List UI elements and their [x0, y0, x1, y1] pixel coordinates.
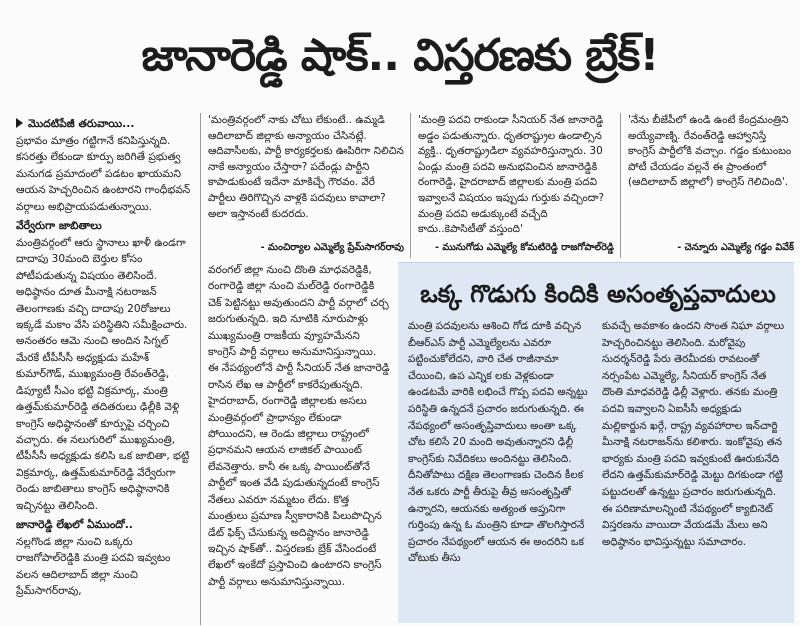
- left-column: [16, 113, 194, 625]
- arrow-icon: [16, 118, 23, 128]
- column-rule: [620, 113, 621, 258]
- quote-3: 'నేను బీజేపీలో ఉండి ఉంటే కేంద్రమంత్రిని అయ్యేవాణ్ని. రేవంత్‌రెడ్డి ఆహ్వానిస్తే కాంగ్రెస్‌ పార్టీలోకి వచ్చాం. గడ్డం కుటుంబం పోటీ చేయడం వల్లనే ఈ ప్రాంతంలో (ఆదిలాబాద్‌ జిల్లాలో) కాంగ్రెస్‌ గెలిచింది'.: [628, 114, 792, 189]
- paragraph: ప్రభావం మాత్రం గట్టిగానే కనిపిస్తున్నది. కసరత్తు లేకుండా కూర్పు జరిగితే ప్రభుత్వ మనుగడ ప్రమాదంలో పడటం ఖాయమని ఆయన హెచ్చరించిన ఉంటారని గాంధీభవన్‌ వర్గాలు అభిప్రాయపడుతున్నాయి.: [16, 135, 191, 213]
- paragraph: నల్లగొండ జిల్లా నుంచి ఒక్కరు రాజగోపాల్‌రెడ్డికి మంత్రి పదవి ఇవ్వటం వలన ఆదిలాబాద్‌ జిల్లా నుంచి ప్రేమ్‌సాగర్‌రావు,: [16, 535, 171, 598]
- quote-attribution: - చెన్నూరు ఎమ్మెల్యే గడ్డం వివేక్‌: [677, 242, 794, 253]
- boxed-story-headline: ఒక్క గొడుగు కిందికి అసంతృప్తవాదులు: [420, 280, 776, 308]
- quote-2: 'మంత్రి పదవి రాకుండా సీనియర్‌ నేత జానారెడ్డి అడ్డం పడుతున్నారు. ధృతరాష్ట్రుల ఉండాల్సిన వ్యక్తి.. ధృతరాష్ట్రుడిలా వ్యవహరిస్తున్నారు. 30 ఏండ్లు మంత్రి పదవి అనుభవించిన జానారెడ్డికి రంగారెడ్డి, హైదరాబాద్‌ జిల్లాలకు మంత్రి పదవి ఇవ్వాలనే విషయం ఇప్పుడు గుర్తుకు వచ్చిందా? మంత్రి పదవి అడుక్కుంటే వచ్చేది కాదు..కెపాసిటీతో వస్తుంది': [418, 114, 605, 236]
- boxed-story-column-2: కువచ్చే అవకాశం ఉందని సొంత నిఘా వర్గాలు హెచ్చరించినట్టు తెలిసింది. మరోవైపు సుదర్శన్‌రెడ్డి పేరు తెరమీదకు రావటంతో నర్సంపేట ఎమ్మెల్యే, సీనియర్‌ కాంగ్రెస్‌ నేత దొంతి మాధవరెడ్డి ఢిల్లీ వెళ్లారు. తనకు మంత్రి పదవి ఇవ్వాలని ఏఐసీసీ అధ్యక్షుడు మల్లికార్జున ఖర్గే, రాష్ట్ర వ్యవహారాల ఇన్‌చార్జి మీనాక్షి నటరాజన్‌ను కలిశారు. ఇంకోవైపు తన భార్యకు మంత్రి పదవి ఇవ్వకుంటే ఊరుకునేది లేదని ఉత్తమ్‌కుమార్‌రెడ్డి మెట్టు దిగకుండా గట్టి పట్టుదలతో ఉన్నట్టు ప్రచారం జరుగుతున్నది. ఈ పరిణామాలన్నింటి నేపథ్యంలో క్యాబినెట్‌ విస్తరణను వాయిదా వేయడమే మేలు అని అధిష్ఠానం భావిస్తున్నట్టు సమాచారం.: [602, 320, 785, 548]
- quote-1: 'మంత్రివర్గంలో నాకు చోటు లేకుంటే.. ఉమ్మడి ఆదిలాబాద్‌ జిల్లాకు అన్యాయం చేసినట్లే. ఆదివాసీలకు, పార్టీ కార్యకర్తలకు ఊపిరిగా నిలిచిన నాకే అన్యాయం చేస్తారా? పదేండ్లు పార్టీని కాపాడుకుంటే ఇదేనా మాకిచ్చే గౌరవం. వేరే పార్టీలు తిరిగొచ్చిన వాళ్లకి పదవులు కావాలా? అలా ఇస్తానంటే కుదరదు.: [208, 114, 404, 220]
- continued-label: మొదటిపేజీ తరువాయి...: [16, 115, 194, 132]
- headline: జానారెడ్డి షాక్‌.. విస్తరణకు బ్రేక్‌!: [141, 30, 659, 81]
- quote-attribution: - మునుగోడు ఎమ్మెల్యే కోమటిరెడ్డి రాజగోపాల్‌రెడ్డి: [435, 242, 614, 253]
- subhead: వేర్వేరుగా జాబితాలు: [16, 219, 102, 233]
- boxed-story-column-1: మంత్రి పదవులను ఆశించి గోడ దూకి వచ్చిన బీఆర్‌ఎస్‌ పార్టీ ఎమ్మెల్యేలను ఎవరూ పట్టించుకోలేదని, వారి చేత రాజీనామా చేయించి, ఉప ఎన్నిక లకు వెళ్లకుండా ఉండటమే వారికి లభించే గొప్ప పదవి అన్నట్టు పరిస్థితి ఉన్నదనే ప్రచారం జరుగుతున్నది. ఈ నేపథ్యంలో అసంతృప్తివాదులు అంతా ఒక్క చోట కలిసే 20 మంది అవుతున్నారని ఢిల్లీ కాంగ్రెస్‌కు నివేదికలు అందినట్టు తెలిసింది. దీనితోపాటు దక్షిణ తెలంగాణకు చెందిన కీలక నేత ఒకరు పార్టీ తీరుపై తీవ్ర అసంతృప్తితో ఉన్నారని, ఆయనకు అత్యంత అప్తునిగా గుర్తింపు ఉన్న ఓ మంత్రిని కూడా తొలగిస్తారనే ప్రచారం నేపథ్యంలో ఆయన ఈ అందరిని ఒక చోటుకు తీసు: [408, 320, 588, 565]
- subhead: జానారెడ్డి లేఖలో ఏముందో..: [16, 517, 133, 531]
- quote-attribution: - మంచిర్యాల ఎమ్మెల్యే ప్రేమ్‌సాగర్‌రావు: [260, 242, 404, 253]
- column-rule: [410, 113, 411, 258]
- column-rule: [200, 113, 201, 625]
- middle-column: వరంగల్‌ జిల్లా నుంచి దొంతి మాధవరెడ్డికి, రంగారెడ్డి జిల్లా నుంచి మల్‌రెడ్డి రంగారెడ్డికి చెక్‌ పెట్టినట్టు అవుతుందని పార్టీ వర్గాలో చర్చ జరుగుతున్నది. ఇది నూటికి నూరుపాళ్లు ముఖ్యమంత్రి రాజకీయ వ్యూహమేనని కాంగ్రెస్‌ పార్టీ వర్గాలు అనుమానిస్తున్నాయి. ఈ నేపథ్యంలోనే పార్టీ సీనియర్‌ నేత జానారెడ్డి రాసిన లేఖ ఆ పార్టీలో కాకరేపుతున్నది. హైదరాబాద్‌, రంగారెడ్డి జిల్లాలకు అసలు మంత్రివర్గంలో ప్రాధాన్యం లేకుండా పోయిందని, ఆ రెండు జిల్లాలు రాష్ట్రంలో ప్రధానమని ఆయన లాజికల్‌ పాయింట్‌ లేవనెత్తారు. కానీ ఈ ఒక్క పాయింట్‌తోనే పార్టీలో ఇంత వేడి పుడుతున్నదంటే కాంగ్రెస్‌ నేతలు ఎవరూ నమ్మటం లేదు. కొత్త మంత్రులు ప్రమాణ స్వీకారానికి పిలుపొచ్చిన డేట్‌ ఫిక్స్‌ చేసుకున్న అదిష్టానం జానారెడ్డి ఇచ్చిన షాక్‌తో.. విస్తరణకు బ్రేక్‌ వేసిందంటే లేఖలో ఇంకేదో ప్రస్తావించి ఉంటారని కాంగ్రెస్‌ పార్టీ వర్గాలు అనుమానిస్తున్నాయి.: [208, 264, 390, 588]
- paragraph: మంత్రివర్గంలో ఆరు స్థానాలు ఖాళీ ఉండగా దాదాపు 30మంది బెర్తుల కోసం పోటీపడుతున్న విషయం తెలిసిందే. అధిష్ఠానం దూత మీనాక్షి నటరాజన్‌ తెలంగాణకు వచ్చి దాదాపు 20రోజులు ఇక్కడే మకాం వేసి పరిస్థితిని సమీక్షించారు. అనంతరం ఆమె నుంచి అందిన సిగ్నల్‌ మేరకే టీపీసీసీ అధ్యక్షుడు మహేశ్‌ కుమార్‌గౌడ్‌, ముఖ్యమంత్రి రేవంత్‌రెడ్డి, డిప్యూటీ సీఎం భట్టి విక్రమార్క, మంత్రి ఉత్తమ్‌కుమార్‌రెడ్డి తదితరులు ఢిల్లీకి వెళ్లి కాంగ్రెస్‌ అధిష్ఠానంతో కూర్పుపై చర్చించి వచ్చారు. ఈ నలుగురిలో ముఖ్యమంత్రి, టీపీసీసీ అధ్యక్షుడు కలిసి ఒక జాబితా, భట్టి విక్రమార్క, ఉత్తమ్‌కుమార్‌రెడ్డి వేర్వేరుగా రెండు జాబితాలు కాంగ్రెస్‌ అధిష్ఠానానికి ఇచ్చినట్టు తెలిసింది.: [16, 237, 190, 512]
